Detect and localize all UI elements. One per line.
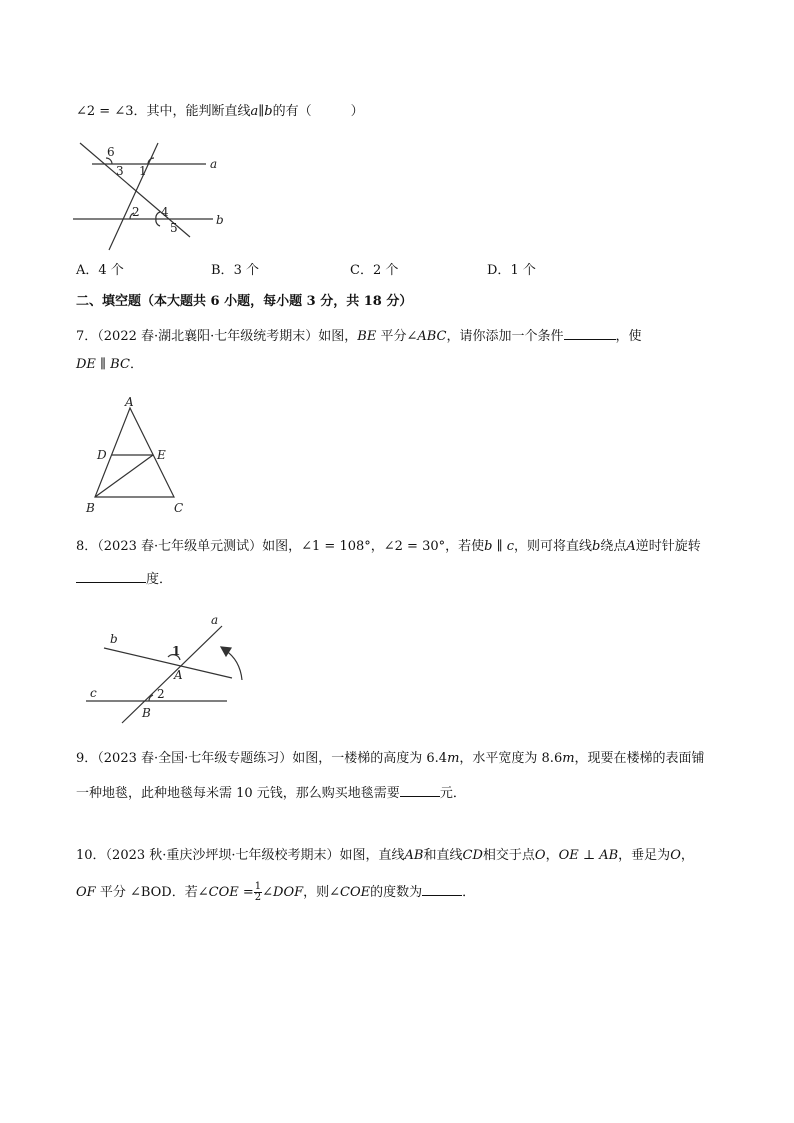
q6-arc-3 — [106, 158, 112, 164]
q10-ab: AB — [404, 848, 424, 863]
q7-abc: ∠ABC — [406, 329, 447, 344]
q10-coe: ∠COE = — [197, 885, 254, 900]
q10-text6: ， — [680, 848, 694, 863]
q9-answer-blank[interactable] — [400, 783, 440, 797]
q7-tail: ，请你添加一个条件 — [446, 329, 564, 344]
section-title: 二、填空题（本大题共 6 小题，每小题 3 分，共 18 分） — [76, 294, 413, 309]
q9-number: 9． — [76, 751, 98, 766]
q8-text4: 逆时针旋转 — [635, 539, 701, 554]
q10-text2: 和直线 — [423, 848, 463, 863]
q6-label-a: a — [210, 157, 218, 171]
q10-text9: 的度数为 — [370, 885, 423, 900]
q7-number: 7． — [76, 329, 98, 344]
q8-label-2: 2 — [157, 687, 165, 701]
q10-frac-num: 1 — [254, 881, 262, 892]
q8-line2 — [76, 569, 172, 589]
q10-o1: O — [534, 848, 546, 863]
q6-condition-text: ∠2 = ∠3．其中，能判断直线 — [76, 104, 251, 119]
q7-end: ，使 — [615, 329, 642, 344]
q7-segment-be — [95, 455, 153, 497]
q8-b: b — [592, 539, 601, 554]
q9-text2: ，水平宽度为 8.6 — [459, 751, 563, 766]
q8-arc-2 — [149, 695, 153, 701]
q7-source: （2022 春·湖北襄阳·七年级统考期末）如图， — [97, 329, 358, 344]
q9-unit-1: m — [447, 751, 460, 766]
q10-text5: ，垂足为 — [618, 848, 671, 863]
q8-text3: 绕点 — [600, 539, 627, 554]
q10-o2: O — [670, 848, 681, 863]
q10-text7: 平分 ∠BOD．若 — [95, 885, 198, 900]
q7-mid: 平分 — [376, 329, 407, 344]
q6-transversal-2 — [109, 143, 158, 250]
q8-rotation-arc — [225, 650, 242, 680]
q10-of: OF — [76, 885, 96, 900]
q10-text8: ，则 — [303, 885, 330, 900]
q6-option-c[interactable] — [350, 262, 398, 280]
q8-line1 — [76, 538, 701, 556]
q8-answer-blank[interactable] — [76, 569, 146, 583]
q8-bc: b ∥ c — [484, 539, 515, 554]
q10-line1 — [76, 847, 694, 865]
q7-be: BE — [357, 329, 377, 344]
q6-option-d-text: 1 个 — [510, 263, 536, 278]
q7-label-a: A — [125, 395, 134, 409]
q8-rotation-arrowhead — [221, 647, 231, 656]
q6-option-a[interactable] — [76, 262, 124, 280]
q10-dof: ∠DOF — [262, 885, 304, 900]
q8-number: 8． — [76, 539, 98, 554]
q6-label-1: 1 — [139, 164, 147, 178]
q7-label-e: E — [157, 448, 166, 462]
q8-line-a — [122, 626, 222, 723]
q8-text2: ，则可将直线 — [514, 539, 593, 554]
q6-label-3: 3 — [116, 164, 124, 178]
q6-option-b-text: 3 个 — [233, 263, 259, 278]
q6-option-d-key: D． — [487, 263, 511, 278]
q8-label-a: a — [211, 613, 219, 627]
q8-arc-1 — [168, 655, 180, 660]
q9-unit-2: m — [562, 751, 575, 766]
q10-text1: （2023 秋·重庆沙坪坝·七年级校考期末）如图，直线 — [105, 848, 405, 863]
q8-label-c: c — [90, 686, 97, 700]
q6-cond-b: b — [264, 104, 273, 119]
q7-label-d: D — [97, 448, 107, 462]
q6-transversal-1 — [80, 143, 190, 237]
q10-fraction — [254, 882, 262, 903]
q10-coe2: ∠COE — [329, 885, 371, 900]
q8-text1: （2023 春·七年级单元测试）如图，∠1 = 108°，∠2 = 30°，若使 — [97, 539, 485, 554]
q7-label-b: B — [86, 501, 95, 515]
q7-line2 — [76, 356, 143, 374]
q8-label-a-point: A — [174, 668, 183, 682]
q6-label-5: 5 — [170, 221, 178, 235]
q10-cd: CD — [462, 848, 483, 863]
q6-cond-par: ∥ — [258, 104, 265, 119]
q8-label-b: b — [110, 632, 118, 646]
q7-answer-blank[interactable] — [564, 326, 616, 340]
q9-line2a: 一种地毯，此种地毯每米需 10 元钱，那么购买地毯需要 — [76, 786, 400, 801]
q8-label-b-point: B — [142, 706, 151, 720]
q6-condition-line — [76, 103, 364, 121]
q10-end: ． — [462, 885, 476, 900]
q10-frac-den: 2 — [254, 892, 262, 903]
q6-option-c-text: 2 个 — [372, 263, 399, 278]
q6-arc-4 — [156, 212, 160, 219]
q10-text3: 相交于点 — [482, 848, 535, 863]
q8-label-1: 1 — [172, 644, 181, 658]
q6-label-6: 6 — [107, 145, 115, 159]
q10-number: 10． — [76, 848, 106, 863]
q9-line1 — [76, 750, 705, 768]
q10-oe: OE ⊥ AB — [558, 848, 619, 863]
q6-label-b: b — [216, 213, 224, 227]
q6-label-2: 2 — [132, 205, 140, 219]
q9-line2 — [76, 783, 466, 803]
q8-line-b — [104, 648, 232, 678]
q6-arc-1 — [148, 158, 154, 164]
q10-answer-blank[interactable] — [422, 882, 462, 896]
q9-text3: ，现要在楼梯的表面铺 — [574, 751, 705, 766]
q8-a: A — [626, 539, 636, 554]
q6-arc-2 — [130, 213, 134, 219]
q9-line2b: 元． — [439, 786, 466, 801]
q6-label-4: 4 — [161, 205, 169, 219]
q7-line2-end: ． — [129, 357, 143, 372]
q6-option-b[interactable] — [211, 262, 259, 280]
q7-line1 — [76, 326, 642, 346]
q6-cond-tail: 的有（ ） — [272, 104, 364, 119]
q10-line2 — [76, 880, 475, 906]
q7-triangle-abc — [95, 408, 174, 497]
q10-text4: ， — [545, 848, 559, 863]
q6-option-c-key: C． — [350, 263, 373, 278]
q6-option-b-key: B． — [211, 263, 234, 278]
q7-label-c: C — [174, 501, 184, 515]
q6-option-a-text: 4 个 — [98, 263, 124, 278]
q7-de-bc: DE ∥ BC — [76, 357, 130, 372]
q6-option-d[interactable] — [487, 262, 536, 280]
q6-option-a-key: A． — [76, 263, 99, 278]
q9-text1: （2023 春·全国·七年级专题练习）如图，一楼梯的高度为 6.4 — [97, 751, 448, 766]
q6-arc-5 — [156, 219, 160, 226]
q8-line2-end: 度． — [146, 572, 173, 587]
q6-cond-a: a — [250, 104, 259, 119]
